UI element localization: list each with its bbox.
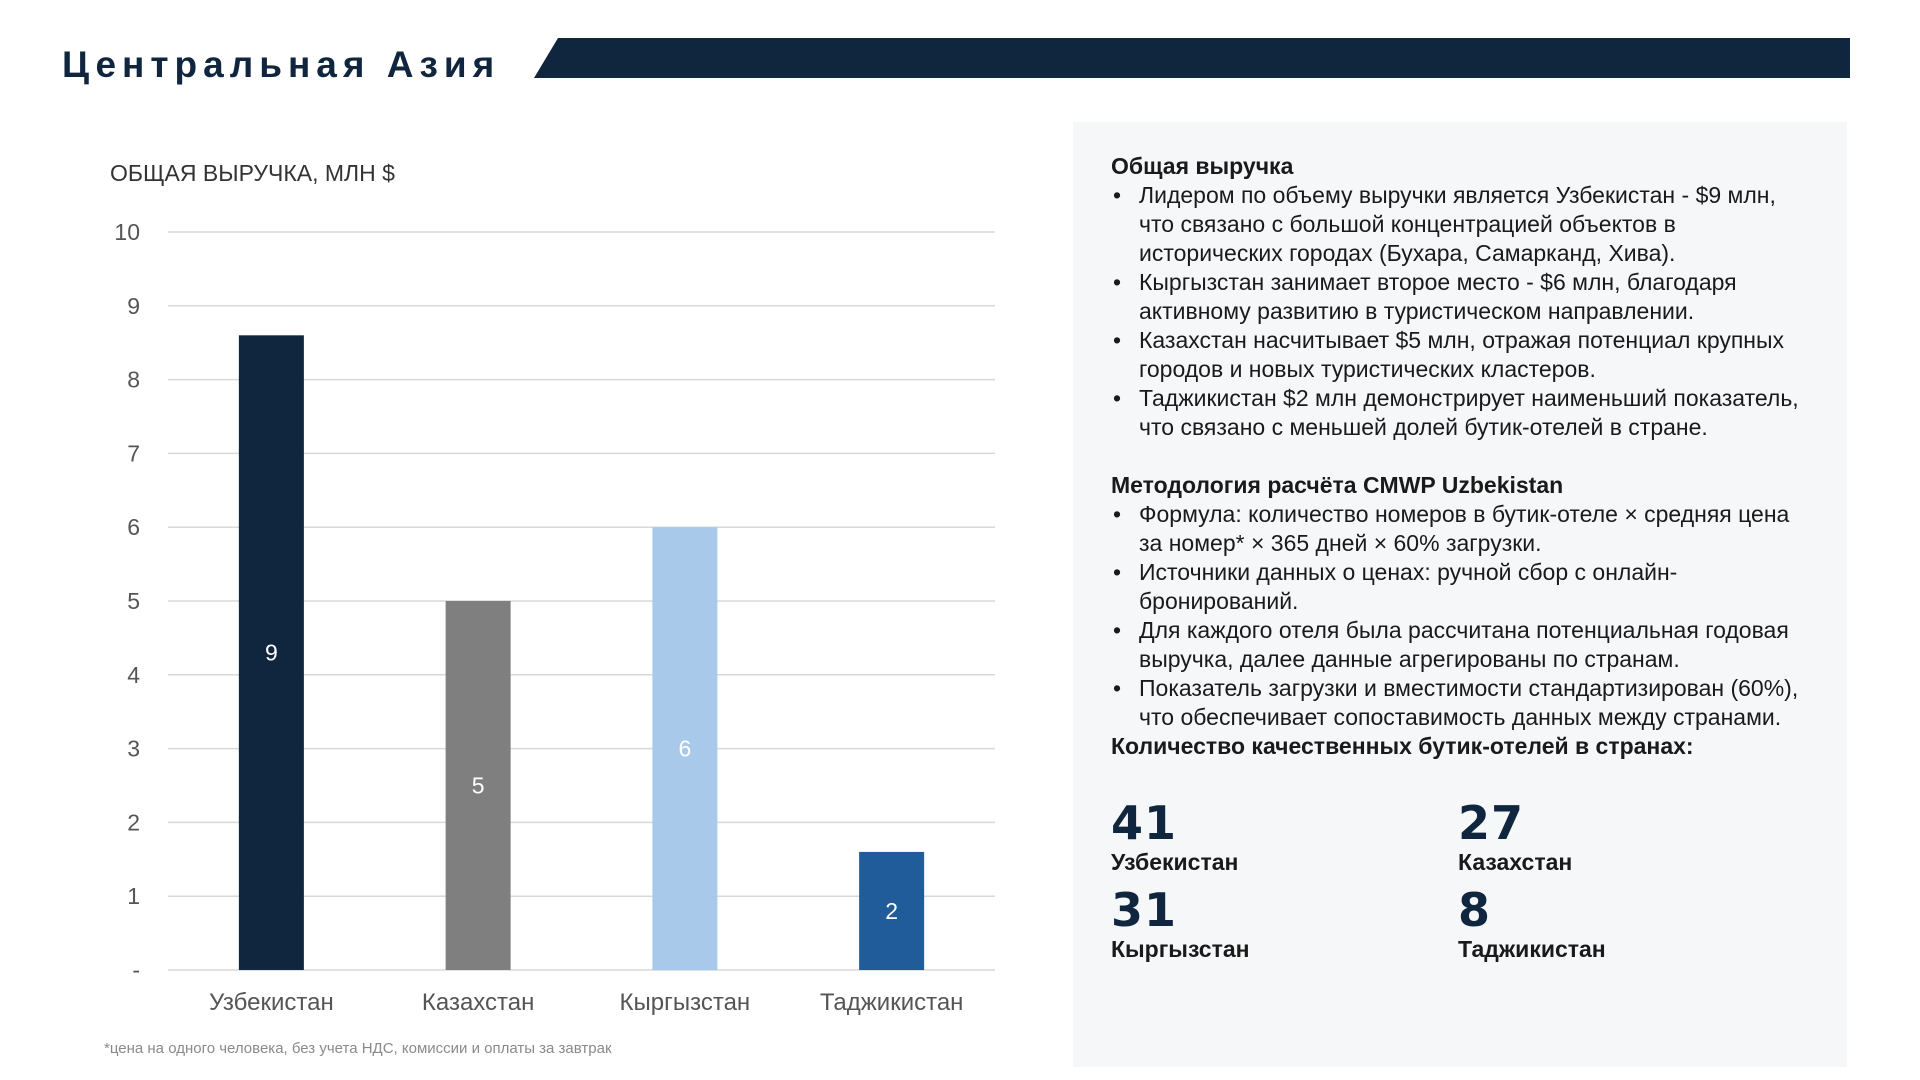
- revenue-bullet: • Таджикистан $2 млн демонстрирует наименьший показатель, что связано с меньшей долей бутик-отелей в стране.: [1111, 384, 1811, 442]
- stat-value: 41: [1111, 796, 1178, 850]
- bar-data-label: 6: [678, 735, 692, 762]
- x-category-label: Таджикистан: [819, 989, 964, 1016]
- chart-title: ОБЩАЯ ВЫРУЧКА, МЛН $: [110, 160, 395, 186]
- bar-data-label: 2: [885, 897, 899, 924]
- y-tick-label: 4: [127, 661, 140, 688]
- revenue-heading: Общая выручка: [1111, 153, 1294, 179]
- stat-label: Казахстан: [1458, 849, 1573, 875]
- methodology-bullet: • Формула: количество номеров в бутик-отеле × средняя цена за номер* × 365 дней × 60% загрузки.: [1111, 500, 1811, 558]
- y-tick-label: -: [132, 957, 140, 983]
- methodology-bullet: • Показатель загрузки и вместимости стандартизирован (60%), что обеспечивает сопоставимость данных между странами.: [1111, 674, 1811, 732]
- revenue-chart: [80, 150, 1010, 1030]
- revenue-bullets: [1111, 181, 1811, 442]
- commentary-panel: [1073, 122, 1847, 1067]
- y-tick-label: 7: [127, 440, 140, 467]
- stat-value: 31: [1111, 883, 1178, 937]
- methodology-bullets: [1111, 500, 1811, 732]
- y-tick-label: 2: [127, 809, 140, 836]
- hotels-heading: Количество качественных бутик-отелей в странах:: [1111, 733, 1694, 759]
- y-tick-label: 3: [127, 735, 140, 762]
- y-tick-label: 8: [127, 366, 140, 393]
- y-tick-label: 5: [127, 588, 140, 614]
- footnote: *цена на одного человека, без учета НДС, комиссии и оплаты за завтрак: [104, 1040, 612, 1057]
- page-title: Центральная Азия: [62, 44, 501, 85]
- chart-canvas: [80, 150, 1010, 1030]
- stat-tajikistan: [1458, 883, 1798, 973]
- y-tick-label: 6: [127, 514, 140, 541]
- stat-uzbekistan: [1111, 796, 1458, 886]
- hotel-stats: [1111, 796, 1811, 973]
- revenue-bullet: • Кыргызстан занимает второе место - $6 млн, благодаря активному развитию в туристическом направлении.: [1111, 268, 1811, 326]
- x-category-label: Казахстан: [421, 989, 535, 1016]
- bar-data-label: 5: [471, 772, 485, 799]
- methodology-heading: Методология расчёта CMWP Uzbekistan: [1111, 472, 1564, 498]
- y-tick-label: 10: [114, 219, 140, 245]
- x-category-label: Кыргызстан: [619, 989, 751, 1016]
- stat-kazakhstan: [1458, 796, 1798, 886]
- x-category-label: Узбекистан: [209, 989, 334, 1016]
- stat-value: 27: [1458, 796, 1525, 850]
- stat-label: Таджикистан: [1458, 936, 1606, 962]
- methodology-bullet: • Источники данных о ценах: ручной сбор с онлайн-бронирований.: [1111, 558, 1811, 616]
- stat-label: Кыргызстан: [1111, 936, 1250, 962]
- revenue-bullet: • Лидером по объему выручки является Узбекистан - $9 млн, что связано с большой концентрацией объектов в исторических городах (Бухара, Самарканд, Хива).: [1111, 181, 1811, 268]
- bar-data-label: 9: [264, 639, 278, 666]
- title-accent-bar: [534, 38, 1850, 78]
- stat-label: Узбекистан: [1111, 849, 1239, 875]
- revenue-bullet: • Казахстан насчитывает $5 млн, отражая потенциал крупных городов и новых туристических кластеров.: [1111, 326, 1811, 384]
- methodology-bullet: • Для каждого отеля была рассчитана потенциальная годовая выручка, далее данные агрегированы по странам.: [1111, 616, 1811, 674]
- stat-kyrgyzstan: [1111, 883, 1458, 973]
- y-tick-label: 9: [127, 292, 140, 319]
- y-tick-label: 1: [127, 883, 140, 910]
- stat-value: 8: [1458, 883, 1492, 937]
